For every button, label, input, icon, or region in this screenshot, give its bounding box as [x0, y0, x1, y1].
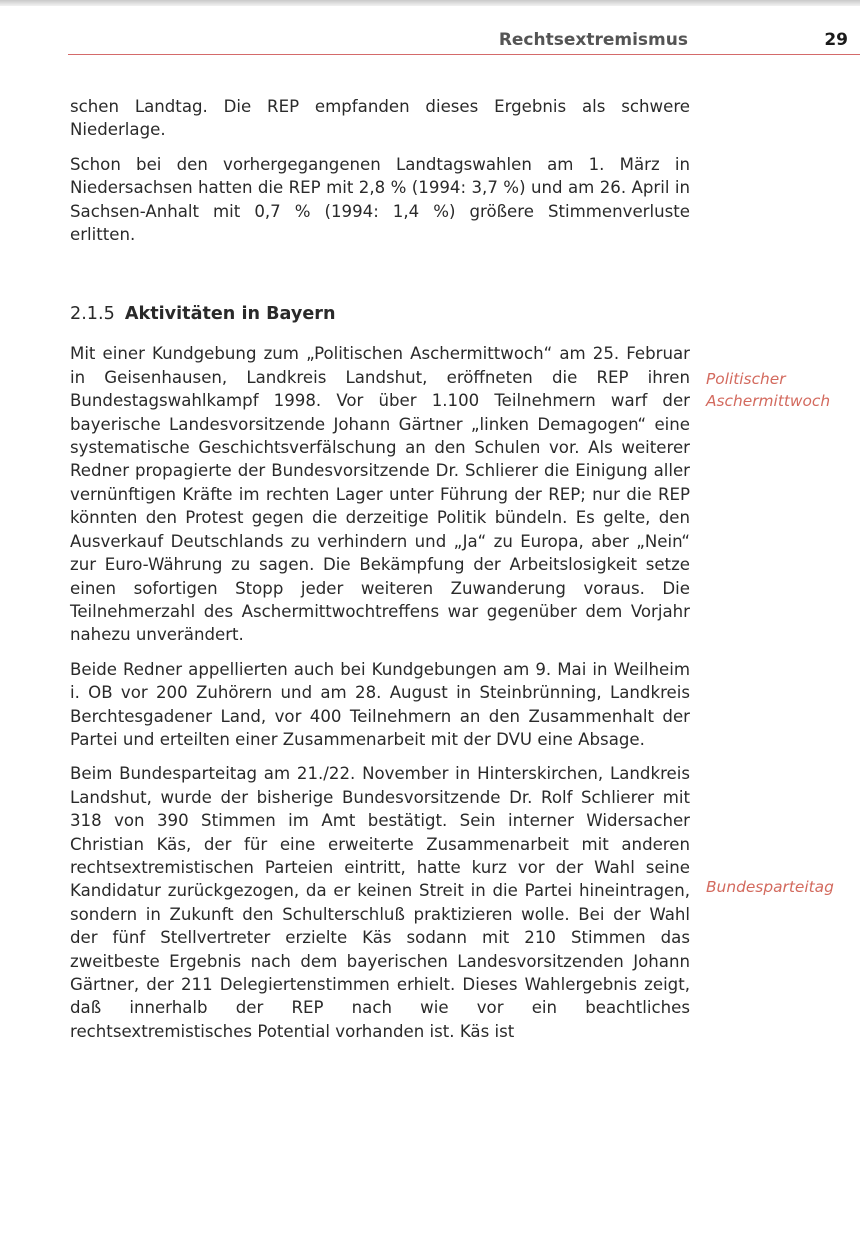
page-number: 29 — [824, 30, 848, 50]
page-top-edge — [0, 0, 860, 6]
paragraph-1: schen Landtag. Die REP empfanden dieses Ergebnis als schwere Niederlage. — [70, 97, 690, 140]
margin-note-aschermittwoch-line-2: Aschermittwoch — [706, 392, 831, 410]
section-number: 2.1.5 — [70, 304, 115, 325]
margin-note-aschermittwoch-line-1: Politischer — [706, 370, 786, 388]
paragraph-2: Schon bei den vorhergegangenen Landtagswahlen am 1. März in Niedersachsen hatten die REP mit 2,8 % (1994: 3,7 %) und am 26. April in Sachsen-Anhalt mit 0,7 % (1994: 1,4 %) größere Stimmenverluste erlitten. — [70, 154, 690, 245]
margin-note-aschermittwoch — [706, 368, 856, 412]
section-title: Aktivitäten in Bayern — [124, 304, 336, 325]
running-header — [68, 30, 860, 54]
header-rule — [68, 54, 860, 55]
body-text — [70, 95, 690, 1054]
paragraph-3: Mit einer Kundgebung zum „Politischen Aschermittwoch“ am 25. Februar in Geisenhausen, Landkreis Landshut, eröffneten die REP ihren Bundestagswahlkampf 1998. Vor über 1.100 Teilnehmern warf der bayerische Landesvorsitzende Johann Gärtner „linken Demagogen“ eine systematische Geschichtsverfälschung an den Schulen vor. Als weiterer Redner propagierte der Bundesvorsitzende Dr. Schlierer die Einigung aller vernünftigen Kräfte im rechten Lager unter Führung der REP; nur die REP könnten den Protest gegen die derzeitige Politik bündeln. Es gelte, den Ausverkauf Deutschlands zu verhindern und „Ja“ zu Europa, aber „Nein“ zur Euro-Währung zu sagen. Die Bekämpfung der Arbeitslosigkeit setze einen sofortigen Stopp jeder weiteren Zuwanderung voraus. Die Teilnehmerzahl des Aschermittwochtreffens war gegenüber dem Vorjahr nahezu unverändert. — [70, 344, 690, 645]
margin-note-bundesparteitag — [706, 876, 856, 898]
paragraph-5: Beim Bundesparteitag am 21./22. November in Hinterskirchen, Landkreis Landshut, wurde der bisherige Bundesvorsitzende Dr. Rolf Schlierer mit 318 von 390 Stimmen im Amt bestätigt. Sein interner Widersacher Christian Käs, der für eine erweiterte Zusammenarbeit mit anderen rechtsextremistischen Parteien eintritt, hatte kurz vor der Wahl seine Kandidatur zurückgezogen, da er keinen Streit in die Partei hineintragen, sondern in Zukunft den Schulterschluß praktizieren wolle. Bei der Wahl der fünf Stellvertreter erzielte Käs sodann mit 210 Stimmen das zweitbeste Ergebnis nach dem bayerischen Landesvorsitzenden Johann Gärtner, der 211 Delegiertenstimmen erhielt. Dieses Wahlergebnis zeigt, daß innerhalb der REP nach wie vor ein beachtliches rechtsextremistisches Potential vorhanden ist. Käs ist — [70, 764, 690, 1041]
paragraph-4: Beide Redner appellierten auch bei Kundgebungen am 9. Mai in Weilheim i. OB vor 200 Zuhörern und am 28. August in Steinbrünning, Landkreis Berchtesgadener Land, vor 400 Teilnehmern an den Zusammenhalt der Partei und erteilten einer Zusammenarbeit mit der DVU eine Absage. — [70, 659, 690, 749]
section-heading — [70, 302, 690, 326]
running-header-title: Rechtsextremismus — [498, 30, 688, 50]
margin-note-bundesparteitag-text: Bundesparteitag — [706, 878, 834, 896]
